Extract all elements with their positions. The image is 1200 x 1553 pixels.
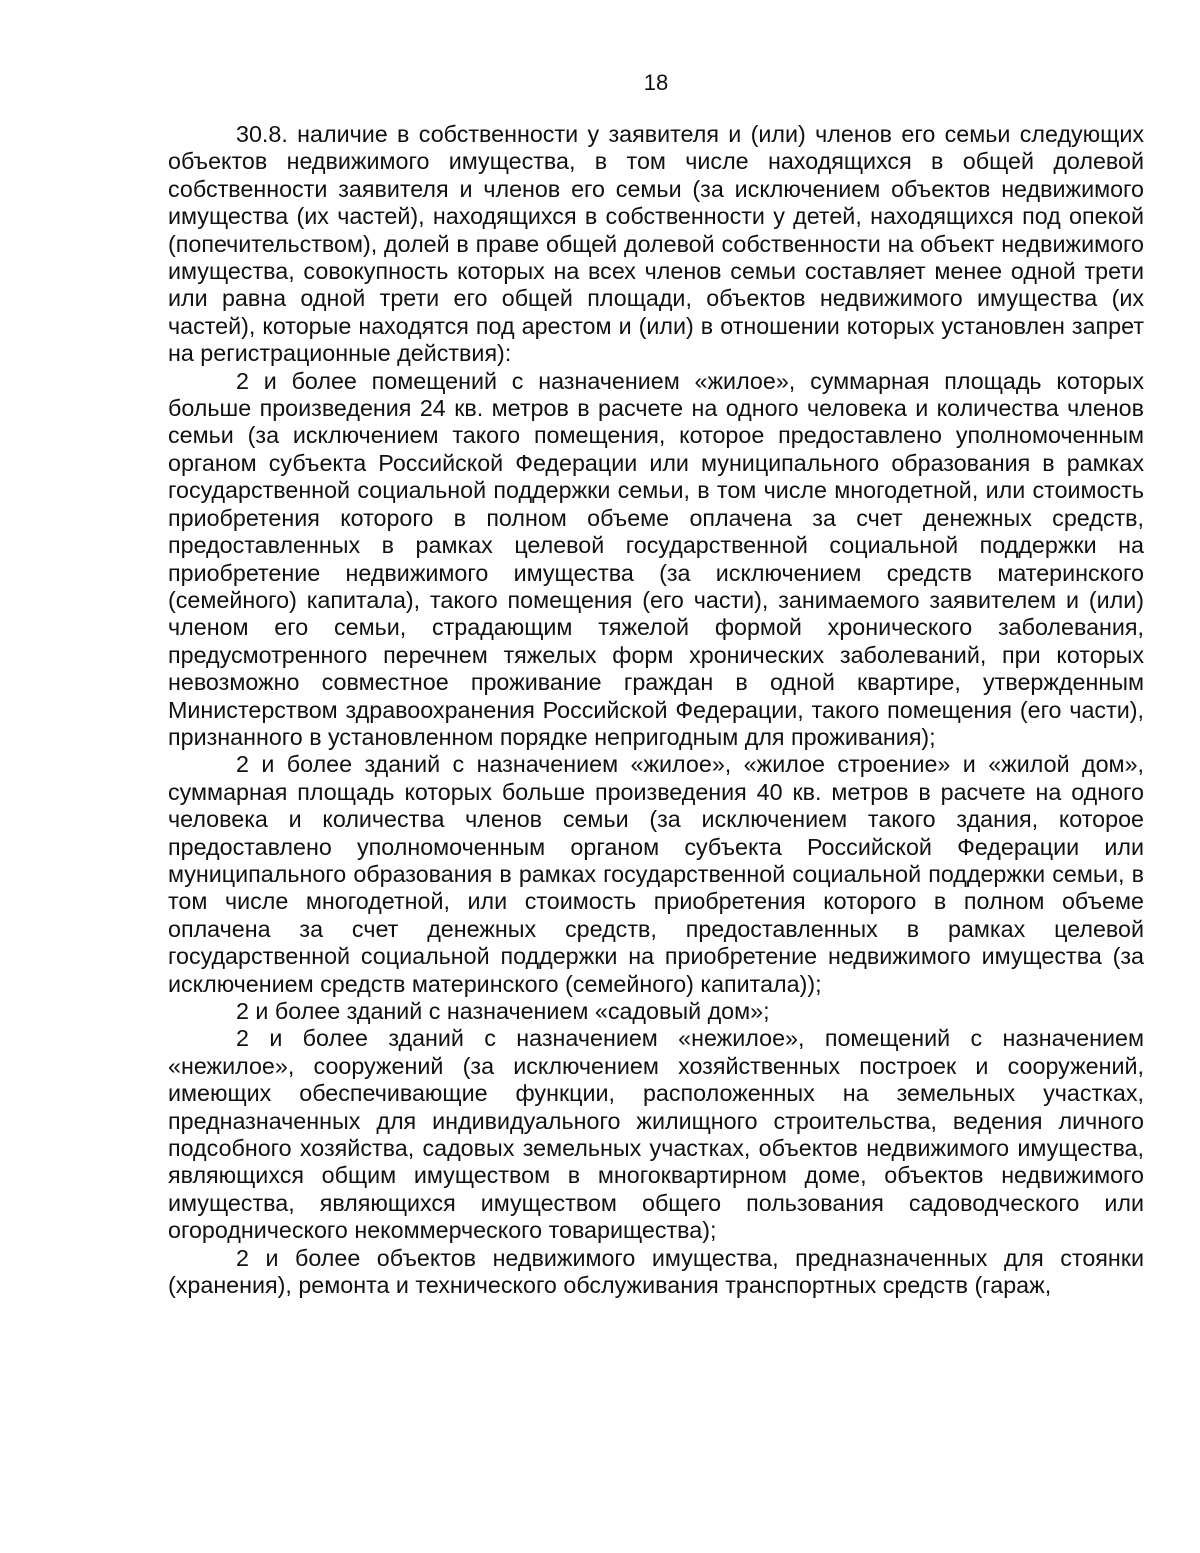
paragraph: 2 и более зданий с назначением «садовый дом»;	[236, 998, 770, 1024]
paragraph: 30.8. наличие в собственности у заявителя и (или) членов его семьи следующих объектов недвижимого имущества, в том числе находящихся в общей долевой собственности заявителя и членов его семьи (за исключением объектов недвижимого имущества (их частей), находящихся в собственности у детей, находящихся под опекой (попечительством), долей в праве общей долевой собственности на объект недвижимого имущества, совокупность которых на всех членов семьи составляет менее одной трети или равна одной трети его общей площади, объектов недвижимого имущества (их частей), которые находятся под арестом и (или) в отношении которых установлен запрет на регистрационные действия):	[168, 121, 1144, 367]
paragraph: 2 и более зданий с назначением «жилое», «жилое строение» и «жилой дом», суммарная площадь которых больше произведения 40 кв. метров в расчете на одного человека и количества членов семьи (за исключением такого здания, которое предоставлено уполномоченным органом субъекта Российской Федерации или муниципального образования в рамках государственной социальной поддержки семьи, в том числе многодетной, или стоимость приобретения которого в полном объеме оплачена за счет денежных средств, предоставленных в рамках целевой государственной социальной поддержки на приобретение недвижимого имущества (за исключением средств материнского (семейного) капитала));	[168, 751, 1144, 997]
paragraph: 2 и более объектов недвижимого имущества, предназначенных для стоянки (хранения), ремонта и технического обслуживания транспортных средств (гараж,	[168, 1244, 1144, 1299]
paragraph: 2 и более помещений с назначением «жилое», суммарная площадь которых больше произведения 24 кв. метров в расчете на одного человека и количества членов семьи (за исключением такого помещения, которое предоставлено уполномоченным органом субъекта Российской Федерации или муниципального образования в рамках государственной социальной поддержки семьи, в том числе многодетной, или стоимость приобретения которого в полном объеме оплачена за счет денежных средств, предоставленных в рамках целевой государственной социальной поддержки на приобретение недвижимого имущества (за исключением средств материнского (семейного) капитала), такого помещения (его части), занимаемого заявителем и (или) членом его семьи, страдающим тяжелой формой хронического заболевания, предусмотренного перечнем тяжелых форм хронических заболеваний, при которых невозможно совместное проживание граждан в одной квартире, утвержденным Министерством здравоохранения Российской Федерации, такого помещения (его части), признанного в установленном порядке непригодным для проживания);	[168, 367, 1144, 750]
document-body	[168, 121, 1144, 1299]
page-number: 18	[643, 70, 669, 95]
paragraph: 2 и более зданий с назначением «нежилое», помещений с назначением «нежилое», сооружений (за исключением хозяйственных построек и сооружений, имеющих обеспечивающие функции, расположенных на земельных участках, предназначенных для индивидуального жилищного строительства, ведения личного подсобного хозяйства, садовых земельных участках, объектов недвижимого имущества, являющихся общим имуществом в многоквартирном доме, объектов недвижимого имущества, являющихся имуществом общего пользования садоводческого или огороднического некоммерческого товарищества);	[168, 1025, 1144, 1244]
